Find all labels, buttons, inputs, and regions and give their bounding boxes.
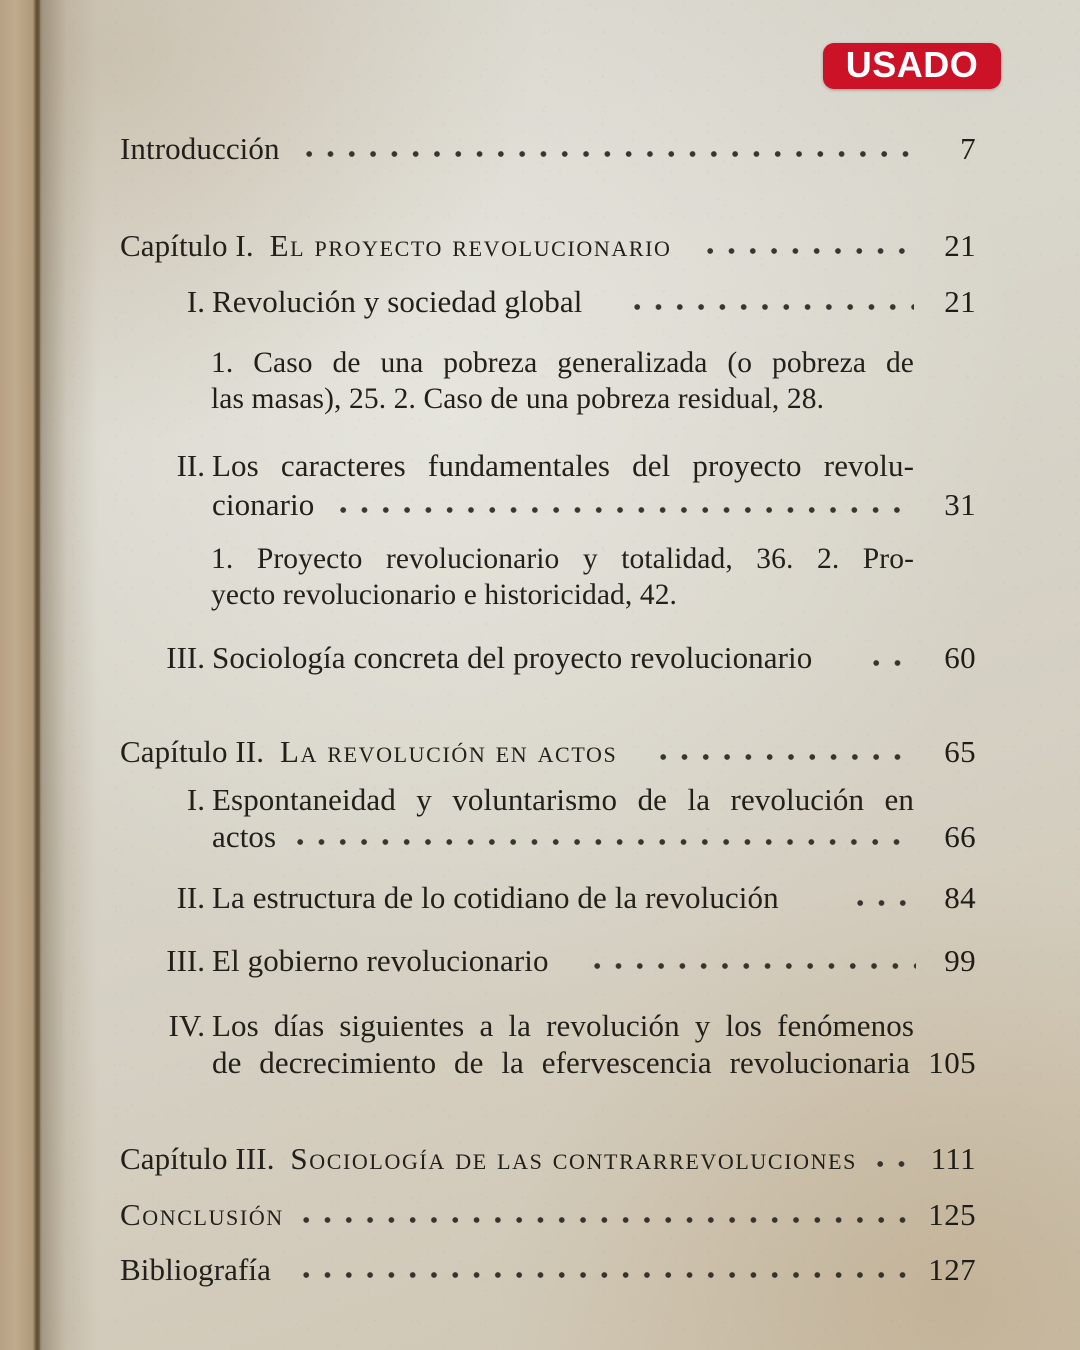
toc-section-numeral: III. <box>166 943 205 978</box>
toc-subsection-note-line1: 1. Proyecto revolucionario y totalidad, 36. 2. Pro- <box>211 543 914 575</box>
toc-entry-bibliografia-page: 127 <box>928 1252 976 1287</box>
toc-subsection-note <box>211 345 914 417</box>
toc-entry-introduccion-label: Introducción <box>120 131 280 166</box>
book-gutter-shadow <box>40 0 98 1350</box>
toc-entry-capitulo-2-page: 65 <box>944 734 976 769</box>
toc-entry-capitulo-2-label <box>120 734 617 770</box>
toc-leader <box>594 962 916 970</box>
toc-chapter-prefix: Capítulo II. <box>120 734 265 769</box>
toc-leader <box>306 150 914 158</box>
toc-entry-cap1-sec-2-page: 31 <box>944 487 976 522</box>
toc-subsection-note-line2: yecto revolucionario e historicidad, 42. <box>211 579 678 611</box>
toc-subsection-note-line1: 1. Caso de una pobreza generalizada (o pobreza de <box>211 347 914 379</box>
toc-entry-introduccion-page: 7 <box>960 131 976 166</box>
toc-chapter-prefix: Capítulo III. <box>120 1141 275 1176</box>
toc-entry-capitulo-3-page: 111 <box>930 1141 976 1176</box>
toc-entry-capitulo-3-label <box>120 1141 857 1177</box>
toc-entry-cap2-sec-2-label: La estructura de lo cotidiano de la revolución <box>212 880 779 915</box>
toc-entry-cap2-sec-1-page: 66 <box>944 819 976 854</box>
usado-badge <box>823 43 1001 89</box>
toc-entry-bibliografia-label: Bibliografía <box>120 1252 271 1287</box>
toc-section-numeral: I. <box>186 782 205 817</box>
toc-section-numeral: IV. <box>168 1008 205 1043</box>
toc-entry-capitulo-1-label <box>120 228 672 264</box>
usado-badge-label: USADO <box>845 44 979 85</box>
toc-leader <box>660 753 914 761</box>
toc-chapter-title: El proyecto revolucionario <box>269 228 672 263</box>
toc-entry-cap2-sec-4-page: 105 <box>928 1045 976 1080</box>
toc-leader <box>297 838 914 846</box>
toc-leader <box>303 1216 915 1224</box>
toc-leader <box>303 1271 915 1279</box>
toc-leader <box>707 247 914 255</box>
toc-leader <box>634 303 914 311</box>
toc-subsection-note-line2: las masas), 25. 2. Caso de una pobreza residual, 28. <box>211 383 825 415</box>
toc-entry-cap2-sec-1-label-line2: actos <box>212 819 277 854</box>
toc-entry-cap1-sec-2-label-line2: cionario <box>212 487 315 522</box>
toc-section-numeral: III. <box>166 640 205 675</box>
toc-subsection-note <box>211 541 914 613</box>
toc-entry-cap1-sec-3-label: Sociología concreta del proyecto revolucionario <box>212 640 813 675</box>
toc-section-numeral: I. <box>186 284 205 319</box>
toc-entry-capitulo-1-page: 21 <box>944 228 976 263</box>
toc-entry-cap1-sec-2-label-line1: Los caracteres fundamentales del proyecto revolu- <box>212 448 914 483</box>
toc-entry-cap2-sec-2-page: 84 <box>944 880 976 915</box>
toc-chapter-title: Sociología de las contrarrevoluciones <box>290 1141 857 1176</box>
toc-leader <box>340 506 914 514</box>
toc-entry-conclusion-page: 125 <box>928 1197 976 1232</box>
toc-entry-cap1-sec-3-page: 60 <box>944 640 976 675</box>
toc-entry-cap2-sec-4-label-line2: de decrecimiento de la efervescencia revolucionaria <box>212 1045 910 1080</box>
toc-entry-cap1-sec-1-label: Revolución y sociedad global <box>212 284 583 319</box>
toc-section-numeral: II. <box>176 880 205 915</box>
toc-entry-cap2-sec-4-label-line1: Los días siguientes a la revolución y los fenómenos <box>212 1008 914 1043</box>
toc-entry-cap1-sec-1-page: 21 <box>944 284 976 319</box>
toc-chapter-prefix: Capítulo I. <box>120 228 254 263</box>
toc-chapter-title: La revolución en actos <box>279 734 618 769</box>
toc-entry-cap2-sec-3-page: 99 <box>944 943 976 978</box>
toc-entry-cap2-sec-1-label-line1: Espontaneidad y voluntarismo de la revolución en <box>212 782 914 817</box>
toc-entry-cap2-sec-3-label: El gobierno revolucionario <box>212 943 549 978</box>
toc-entry-conclusion-label: Conclusión <box>120 1197 284 1232</box>
toc-section-numeral: II. <box>176 448 205 483</box>
